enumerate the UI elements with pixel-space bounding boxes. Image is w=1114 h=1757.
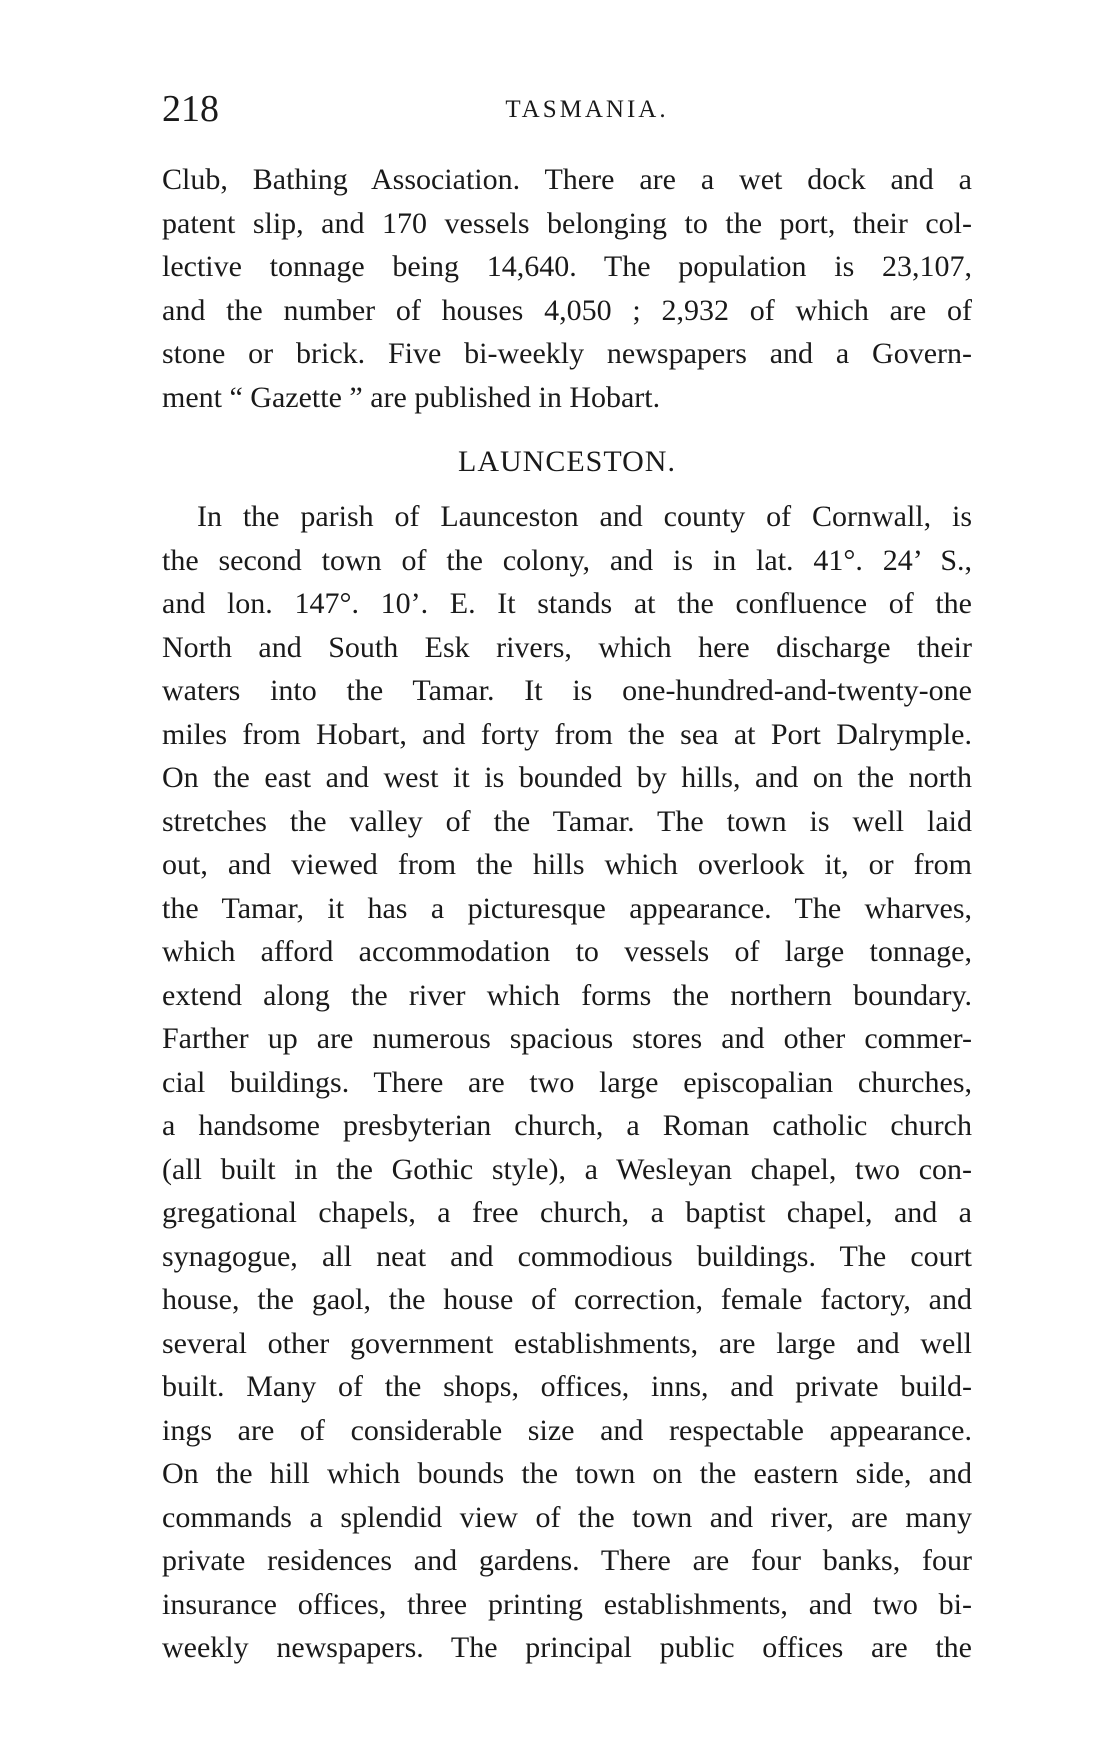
text-line: built. Many of the shops, offices, inns, and private build- [162,1370,972,1403]
text-line: On the east and west it is bounded by hills, and on the north [162,761,972,794]
text-line: which afford accommodation to vessels of large tonnage, [162,935,972,968]
text-line: miles from Hobart, and forty from the sea at Port Dalrymple. [162,717,972,751]
running-head: TASMANIA. [505,96,669,123]
text-line: the second town of the colony, and is in lat. 41°. 24’ S., [162,543,972,577]
text-line: and the number of houses 4,050 ; 2,932 of which are of [162,293,972,327]
text-line: waters into the Tamar. It is one-hundred-and-twenty-one [162,674,972,707]
text-line: (all built in the Gothic style), a Wesleyan chapel, two con- [162,1152,972,1186]
paragraph-launceston [162,495,972,1670]
text-line: commands a splendid view of the town and river, are many [162,1500,972,1534]
text-line: extend along the river which forms the northern boundary. [162,978,972,1012]
paragraph-hobart-continued [162,158,972,419]
text-line: a handsome presbyterian church, a Roman catholic church [162,1109,972,1142]
text-line: and lon. 147°. 10’. E. It stands at the confluence of the [162,587,972,620]
text-line: Farther up are numerous spacious stores and other commer- [162,1022,972,1055]
text-line: several other government establishments, are large and well [162,1326,972,1360]
page-header [162,84,972,134]
text-line: private residences and gardens. There are four banks, four [162,1544,972,1577]
text-line: the Tamar, it has a picturesque appearance. The wharves, [162,891,972,925]
page-number: 218 [162,88,219,130]
text-line: patent slip, and 170 vessels belonging to the port, their col- [162,206,972,240]
text-line: gregational chapels, a free church, a baptist chapel, and a [162,1196,972,1229]
text-line: stone or brick. Five bi-weekly newspapers and a Govern- [162,337,972,370]
text-line: In the parish of Launceston and county of Cornwall, is [197,500,972,533]
text-line: ings are of considerable size and respectable appearance. [162,1413,972,1447]
text-line: house, the gaol, the house of correction, female factory, and [162,1283,972,1316]
section-heading: LAUNCESTON. [458,445,676,478]
text-line: ment “ Gazette ” are published in Hobart. [162,380,661,414]
text-line: On the hill which bounds the town on the eastern side, and [162,1457,972,1490]
text-line: cial buildings. There are two large episcopalian churches, [162,1065,972,1099]
text-line: lective tonnage being 14,640. The population is 23,107, [162,250,972,283]
text-line: North and South Esk rivers, which here discharge their [162,630,972,664]
text-line: insurance offices, three printing establishments, and two bi- [162,1587,972,1621]
text-line: stretches the valley of the Tamar. The town is well laid [162,804,972,838]
text-line: synagogue, all neat and commodious buildings. The court [162,1239,972,1273]
text-line: Club, Bathing Association. There are a wet dock and a [162,163,972,196]
text-line: weekly newspapers. The principal public offices are the [162,1631,972,1664]
text-line: out, and viewed from the hills which overlook it, or from [162,848,972,881]
